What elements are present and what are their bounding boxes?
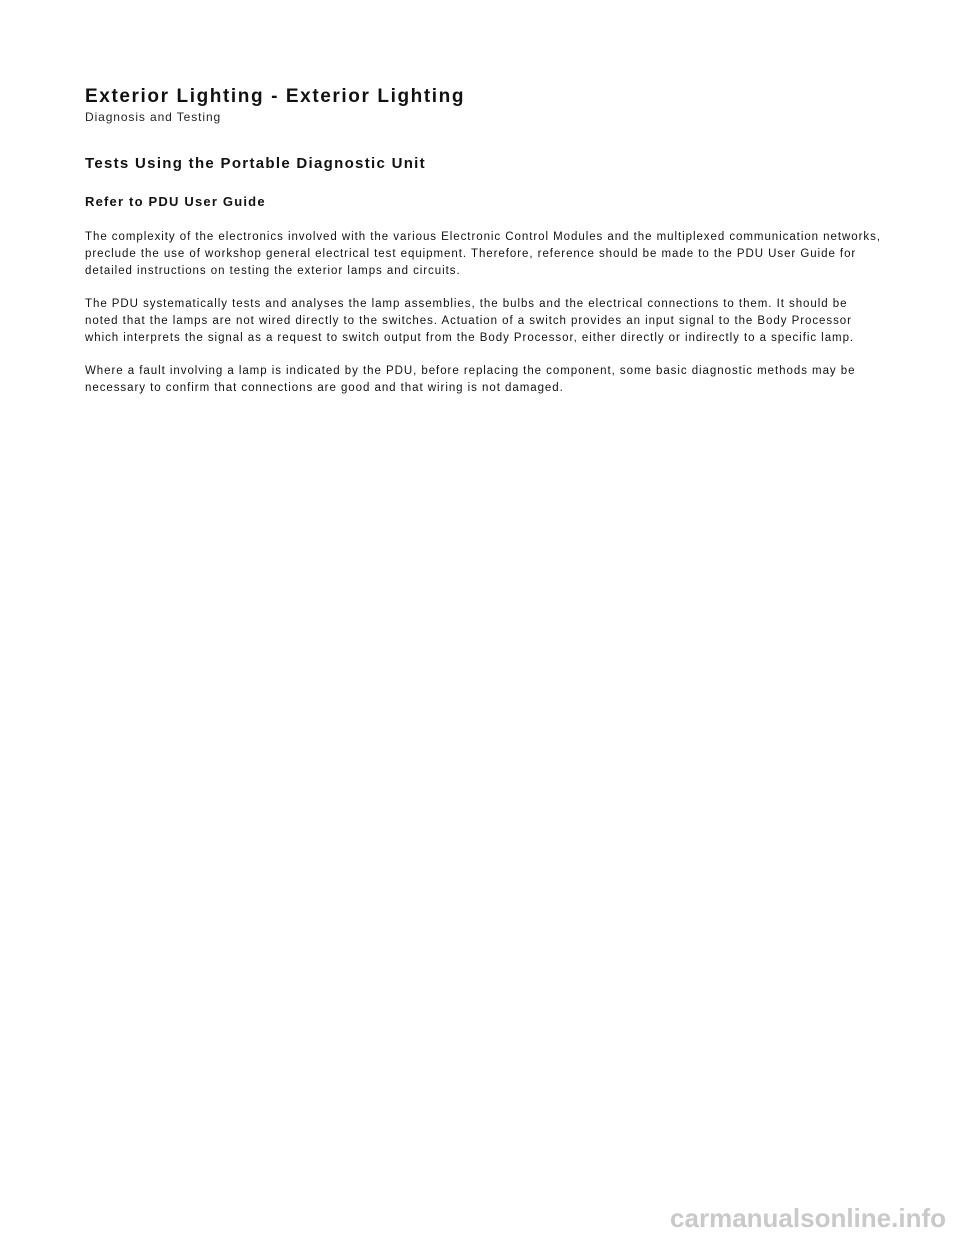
document-page <box>85 86 885 397</box>
section-title: Tests Using the Portable Diagnostic Unit <box>85 155 426 172</box>
page-title: Exterior Lighting - Exterior Lighting <box>85 86 466 107</box>
paragraph-complexity: The complexity of the electronics involved with the various Electronic Control Modules and the multiplexed communication networks, preclude the use of workshop general electrical test equipment. Therefore, reference should be made to the PDU User Guide for detailed instructions on testing the exterior lamps and circuits. <box>85 231 881 277</box>
paragraph-fault-diagnosis: Where a fault involving a lamp is indicated by the PDU, before replacing the component, some basic diagnostic methods may be necessary to confirm that connections are good and that wiring is not damaged. <box>85 365 856 394</box>
subsection-title: Refer to PDU User Guide <box>85 194 266 209</box>
watermark-text: carmanualsonline.info <box>670 1203 946 1233</box>
paragraph-pdu-tests: The PDU systematically tests and analyses the lamp assemblies, the bulbs and the electrical connections to them. It should be noted that the lamps are not wired directly to the switches. Actuation of a switch provides an input signal to the Body Processor which interprets the signal as a request to switch output from the Body Processor, either directly or indirectly to a specific lamp. <box>85 298 855 344</box>
page-subtitle: Diagnosis and Testing <box>85 110 222 124</box>
